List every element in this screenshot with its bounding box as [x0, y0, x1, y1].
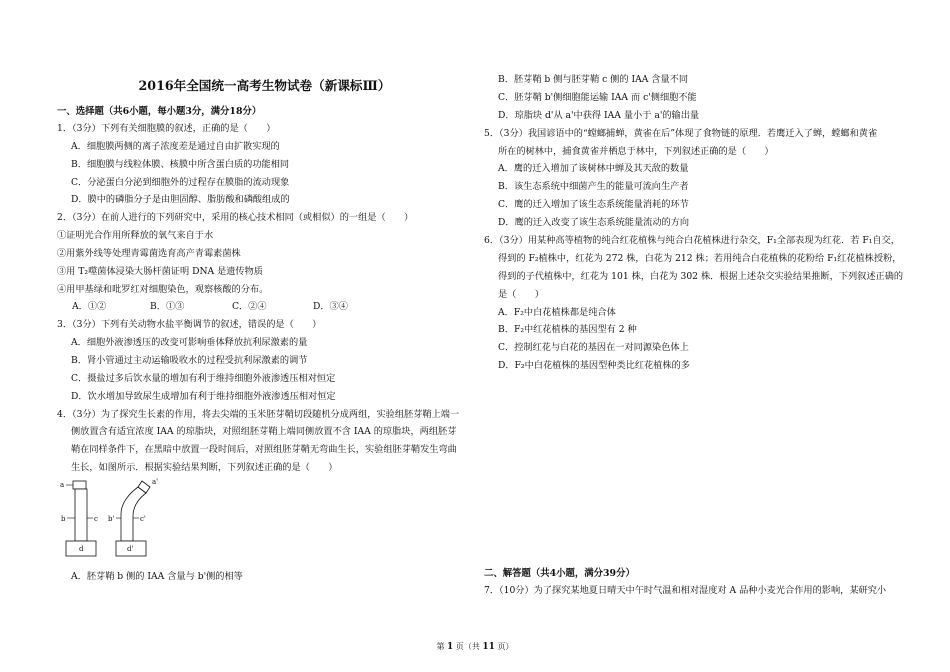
left-column: [57, 120, 472, 477]
right-column: [484, 71, 904, 375]
q1-option-d: D．膜中的磷脂分子是由胆固醇、脂肪酸和磷酸组成的: [71, 194, 290, 206]
q6-option-d: D．F₂中白花植株的基因型种类比红花植株的多: [498, 360, 690, 372]
label-c-prime: c': [140, 515, 146, 523]
q2-option-d: D．③④: [313, 301, 348, 313]
section-heading-answer: 二、解答题（共4小题，满分39分）: [484, 568, 635, 579]
q2-item-3: ③用 T₂噬菌体浸染大肠杆菌证明 DNA 是遗传物质: [57, 265, 263, 277]
q6-stem-line-2: 得到的 F₂植株中，红花为 272 株，白花为 212 株；若用纯合白花植株的花粉给 F₁红花植株授粉，: [498, 252, 902, 264]
q4-option-a: A．胚芽鞘 b 侧的 IAA 含量与 b'侧的相等: [71, 571, 243, 582]
q4-option-d: D．琼脂块 d'从 a'中获得 IAA 量小于 a'的输出量: [498, 109, 700, 121]
label-b: b: [61, 515, 66, 523]
q3-stem: 3．（3分）下列有关动物水盐平衡调节的叙述，错误的是（ ）: [57, 319, 322, 331]
q5-stem-line-1: 5．（3分）我国谚语中的“螳螂捕蝉，黄雀在后”体现了食物链的原理．若鹰迁入了蝉，螳螂和黄雀: [484, 127, 878, 139]
q5-stem-line-2: 所在的树林中，捕食黄雀并栖息于林中，下列叙述正确的是（ ）: [498, 145, 774, 157]
footer-prefix: 第: [436, 642, 448, 651]
page-footer: [0, 639, 950, 655]
q2-item-1: ①证明光合作用所释放的氧气来自于水: [57, 230, 214, 242]
experimental-coleoptile-group: [108, 478, 158, 556]
q5-option-c: C．鹰的迁入增加了该生态系统能量消耗的环节: [498, 199, 689, 211]
q6-option-c: C．控制红花与白花的基因在一对同源染色体上: [498, 342, 689, 354]
q4-stem-line-3: 鞘在同样条件下，在黑暗中放置一段时间后，对照组胚芽鞘无弯曲生长，实验组胚芽鞘发生弯曲: [71, 444, 457, 456]
agar-block-a: [73, 481, 86, 489]
section-heading-choice: 一、选择题（共6小题，每小题3分，满分18分）: [57, 106, 262, 117]
q1-option-b: B．细胞膜与线粒体膜、核膜中所含蛋白质的功能相同: [71, 158, 290, 170]
q2-option-a: A．①②: [72, 301, 107, 313]
q2-item-2: ②用紫外线等处理青霉菌选育高产青霉素菌株: [57, 247, 241, 259]
footer-page-number: 1: [447, 642, 454, 652]
exam-title: 2016年全国统一高考生物试卷（新课标Ⅲ）: [138, 78, 391, 93]
q3-option-a: A．细胞外液渗透压的改变可影响垂体释放抗利尿激素的量: [71, 337, 308, 349]
label-d-prime: d': [127, 545, 134, 553]
label-b-prime: b': [108, 515, 115, 523]
footer-mid: 页（共: [453, 642, 483, 651]
q5-option-d: D．鹰的迁入改变了该生态系统能量流动的方向: [498, 217, 690, 229]
q4-stem-line-4: 生长，如图所示．根据实验结果判断，下列叙述正确的是（ ）: [71, 462, 338, 474]
q1-option-a: A．细胞膜两侧的离子浓度差是通过自由扩散实现的: [71, 140, 280, 152]
q2-stem: 2．（3分）在前人进行的下列研究中，采用的核心技术相同（或相似）的一组是（ ）: [57, 212, 414, 224]
bent-coleoptile: [121, 487, 146, 541]
label-c: c: [94, 515, 98, 523]
control-coleoptile: [75, 489, 87, 541]
q4-stem-line-1: 4．（3分）为了探究生长素的作用，将去尖端的玉米胚芽鞘切段随机分成两组，实验组胚芽鞘上端一: [57, 408, 460, 420]
q3-option-c: C．摄盐过多后饮水量的增加有利于维持细胞外液渗透压相对恒定: [71, 372, 336, 384]
q2-option-c: C．②④: [232, 301, 267, 313]
label-a: a: [60, 481, 65, 489]
q2-options-row: [57, 298, 472, 316]
label-a-prime: a': [152, 478, 159, 486]
q5-option-b: B．该生态系统中细菌产生的能量可流向生产者: [498, 181, 689, 193]
q6-stem-line-4: 是（ ）: [498, 288, 544, 300]
q6-option-a: A．F₂中白花植株都是纯合体: [498, 306, 616, 318]
q2-option-b: B．①③: [150, 301, 185, 313]
q4-option-c: C．胚芽鞘 b'侧细胞能运输 IAA 而 c'侧细胞不能: [498, 91, 697, 103]
q2-item-4: ④用甲基绿和吡罗红对细胞染色，观察核酸的分布。: [57, 283, 269, 295]
q4-stem-line-2: 侧放置含有适宜浓度 IAA 的琼脂块，对照组胚芽鞘上端同侧放置不含 IAA 的琼脂块，两组胚芽: [71, 426, 457, 438]
coleoptile-figure: [55, 476, 167, 560]
q7-stem: 7．（10分）为了探究某地夏日晴天中午时气温和相对湿度对 A 品种小麦光合作用的影响，某研究小: [484, 585, 887, 596]
label-d: d: [79, 545, 84, 553]
footer-suffix: 页）: [494, 642, 514, 651]
q6-stem-line-3: 得到的子代植株中，红花为 101 株，白花为 302 株．根据上述杂交实验结果推断，下列叙述正确的: [498, 270, 904, 282]
q1-stem: 1．（3分）下列有关细胞膜的叙述，正确的是（ ）: [57, 123, 276, 134]
q3-option-d: D．饮水增加导致尿生成增加有利于维持细胞外液渗透压相对恒定: [71, 390, 336, 402]
control-coleoptile-group: [60, 481, 98, 556]
footer-total-pages: 11: [482, 642, 495, 652]
q3-option-b: B．肾小管通过主动运输吸收水的过程受抗利尿激素的调节: [71, 354, 308, 366]
q5-option-a: A．鹰的迁入增加了该树林中蝉及其天敌的数量: [498, 163, 689, 175]
q6-stem-line-1: 6．（3分）用某种高等植物的纯合红花植株与纯合白花植株进行杂交，F₁全部表现为红花．若 F₁自交，: [484, 235, 900, 247]
q4-option-b: B．胚芽鞘 b 侧与胚芽鞘 c 侧的 IAA 含量不同: [498, 74, 689, 85]
q1-option-c: C．分泌蛋白分泌到细胞外的过程存在膜脂的流动现象: [71, 176, 290, 188]
q6-option-b: B．F₂中红花植株的基因型有 2 种: [498, 324, 637, 336]
